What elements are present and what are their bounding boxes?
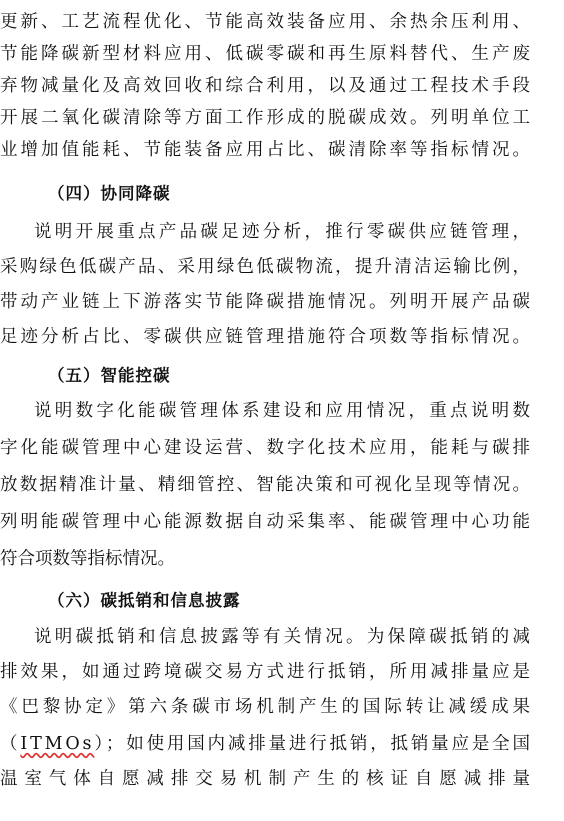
paragraph-line-text: 排效果，如通过跨境碳交易方式进行抵销，所用减排量应是 (0, 662, 533, 682)
paragraph-line-text: 更新、工艺流程优化、节能高效装备应用、余热余压利用、 (0, 12, 533, 32)
paragraph-line-text: 字化能碳管理中心建设运营、数字化技术应用，能耗与碳排 (0, 438, 533, 458)
paragraph-line-text: 采购绿色低碳产品、采用绿色低碳物流，提升清洁运输比例， (0, 257, 533, 277)
paragraph-line (0, 102, 533, 134)
paragraph-line (0, 286, 533, 318)
paragraph-line-text: （ITMOs）；如使用国内减排量进行抵销，抵销量应是全国 (0, 734, 533, 754)
paragraph-line (0, 728, 533, 760)
paragraph-line (0, 763, 537, 795)
paragraph-line-text: 说明开展重点产品碳足迹分析，推行零碳供应链管理， (34, 222, 534, 242)
paragraph-line (34, 216, 533, 248)
paragraph-line (0, 251, 532, 283)
paragraph-line (0, 432, 533, 464)
section-heading: （五）智能控碳 (48, 366, 171, 385)
paragraph-line (34, 395, 533, 427)
paragraph-line-text: 放数据精准计量、精细管控、智能决策和可视化呈现等情况。 (0, 475, 533, 495)
section-heading: （四）协同降碳 (48, 184, 171, 203)
paragraph-line-text: 《巴黎协定》第六条碳市场机制产生的国际转让减缓成果 (0, 697, 534, 717)
paragraph-line (0, 656, 533, 688)
paragraph-line-text: 业增加值能耗、节能装备应用占比、碳清除率等指标情况。 (0, 140, 533, 160)
paragraph-line-text: 说明碳抵销和信息披露等有关情况。为保障碳抵销的减 (34, 627, 534, 647)
paragraph-line (0, 691, 534, 723)
paragraph-line-text: 列明能碳管理中心能源数据自动采集率、能碳管理中心功能 (0, 512, 533, 532)
paragraph-line-text: 温室气体自愿减排交易机制产生的核证自愿减排量 (0, 769, 537, 789)
paragraph-line-text: 开展二氧化碳清除等方面工作形成的脱碳成效。列明单位工 (0, 108, 533, 128)
paragraph-line (0, 134, 533, 166)
paragraph-line-text: 带动产业链上下游落实节能降碳措施情况。列明开展产品碳 (0, 292, 533, 312)
paragraph-line-text: 符合项数等指标情况。 (0, 549, 175, 569)
paragraph-line (0, 506, 533, 538)
paragraph-line-text: 节能降碳新型材料应用、低碳零碳和再生原料替代、生产废 (0, 44, 533, 64)
paragraph-line (34, 621, 533, 653)
paragraph-line (0, 543, 175, 575)
paragraph-line (0, 469, 532, 501)
section-heading: （六）碳抵销和信息披露 (48, 591, 241, 610)
paragraph-line (0, 38, 533, 70)
paragraph-line-text: 说明数字化能碳管理体系建设和应用情况，重点说明数 (34, 401, 534, 421)
paragraph-line-text: 足迹分析占比、零碳供应链管理措施符合项数等指标情况。 (0, 327, 533, 347)
paragraph-line (0, 321, 533, 353)
paragraph-line (0, 70, 533, 102)
spellcheck-underline: ITMOs (20, 734, 95, 754)
paragraph-line (0, 6, 533, 38)
paragraph-line-text: 弃物减量化及高效回收和综合利用，以及通过工程技术手段 (0, 76, 533, 96)
